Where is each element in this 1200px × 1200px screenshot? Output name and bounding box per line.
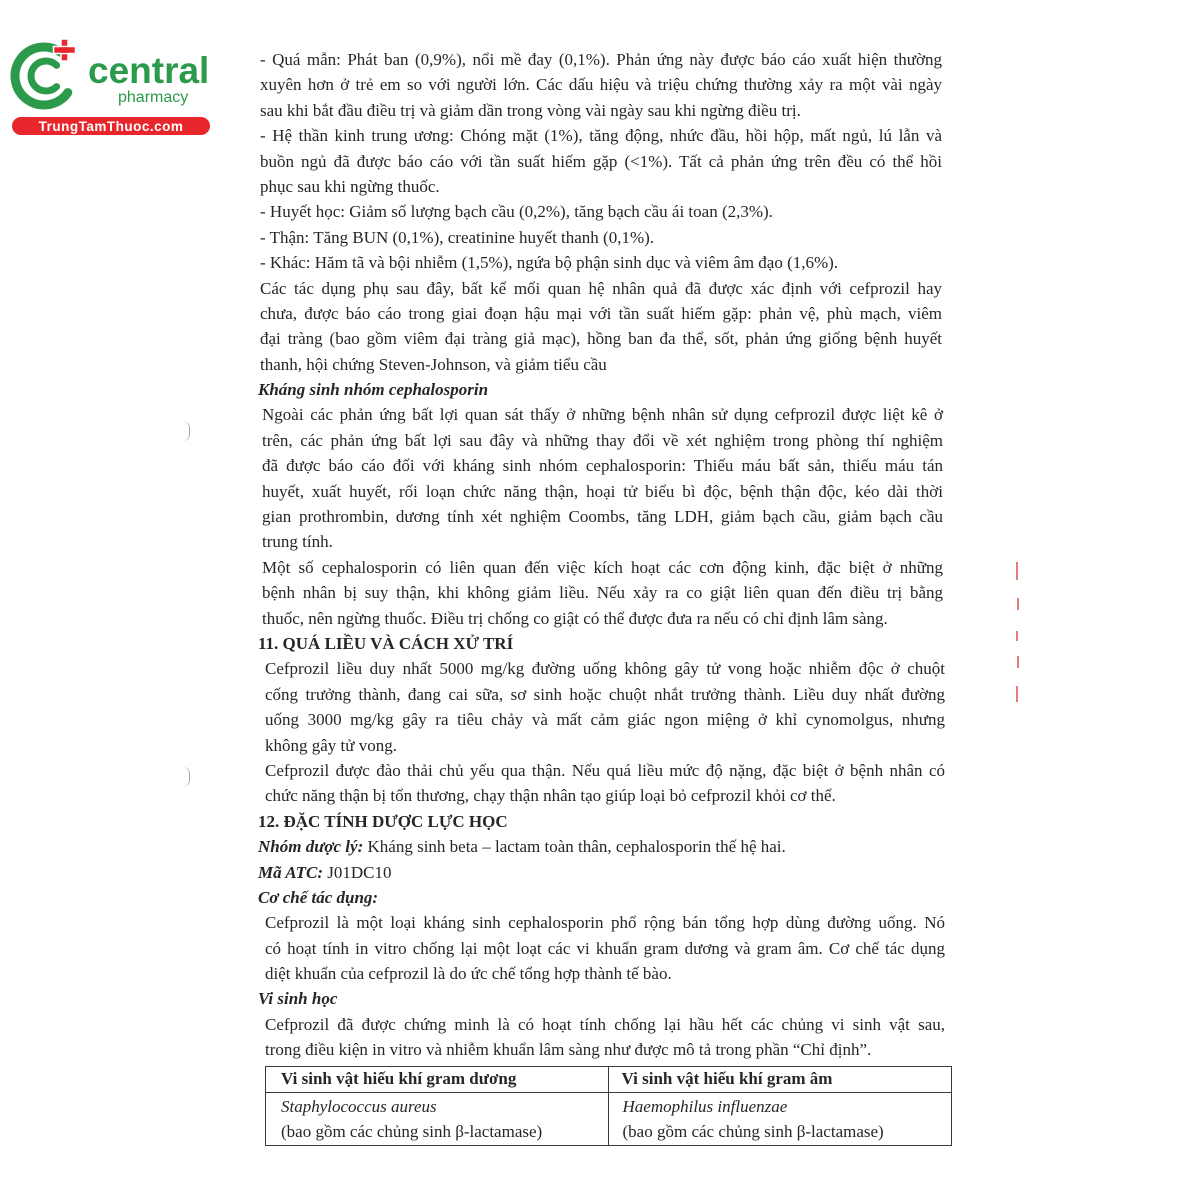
text-line: diệt khuẩn của cefprozil là do ức chế tổng hợp thành tế bào.	[265, 964, 672, 984]
paragraph-animal-data	[258, 656, 958, 758]
subsection-heading: Vi sinh học	[258, 989, 338, 1009]
text-line: cống trưởng thành, đang cai sữa, sơ sinh hoặc chuột nhắt trưởng thành. Liều duy nhất đường	[265, 684, 945, 704]
brand-logo	[0, 0, 230, 150]
text-line: không gây tử vong.	[265, 735, 397, 755]
text-line: trong điều kiện in vitro và nhiễm khuẩn lâm sàng như được mô tả trong phần “Chỉ định”.	[265, 1040, 872, 1060]
text-line: đã được báo cáo đối với kháng sinh nhóm cephalosporin: Thiếu máu bất sản, thiếu máu tán	[262, 456, 943, 476]
brand-logo-graphic	[0, 0, 230, 150]
website-label: TrungTamThuoc.com	[38, 119, 184, 134]
paragraph-lab-changes	[258, 402, 958, 554]
pharmacologic-group-line	[258, 834, 958, 859]
text-line: sau khi bắt đầu điều trị và giảm dần trong vòng vài ngày sau khi ngừng điều trị.	[260, 100, 801, 120]
atc-code-label: Mã ATC:	[258, 862, 324, 882]
text-line: huyết, xuất huyết, rối loạn chức năng thận, hoại tử biểu bì độc, bệnh thận độc, kéo dài thời	[262, 481, 943, 501]
pharmacologic-group-value: Kháng sinh beta – lactam toàn thân, cephalosporin thế hệ hai.	[367, 837, 786, 857]
text-line: buồn ngủ đã được báo cáo với tần suất hiếm gặp (<1%). Tất cả phản ứng trên đều có thể hồi	[260, 151, 942, 171]
brand-tagline: pharmacy	[118, 89, 189, 106]
text-line: trung tính.	[262, 532, 333, 552]
text-line: Các tác dụng phụ sau đây, bất kể mối quan hệ nhân quả đã được xác định với cefprozil hay	[260, 278, 942, 298]
text-line: thuốc, nên ngừng thuốc. Điều trị chống co giật có thể được đưa ra nếu có chỉ định lâm sàng.	[262, 608, 888, 628]
brand-name: central	[88, 50, 210, 91]
paragraph-management	[258, 758, 958, 809]
document-body	[258, 47, 958, 1146]
text-line: gian prothrombin, dương tính xét nghiệm Coombs, tăng LDH, giảm bạch cầu, giảm bạch cầu	[262, 507, 943, 527]
atc-code-value: J01DC10	[327, 862, 392, 882]
text-line: - Huyết học: Giảm số lượng bạch cầu (0,2%), tăng bạch cầu ái toan (2,3%).	[260, 202, 773, 222]
cephalosporin-class-section	[258, 402, 958, 631]
text-line: uống 3000 mg/kg gây ra tiêu chảy và mất cảm giác ngon miệng ở khỉ cynomolgus, nhưng	[265, 710, 945, 730]
text-line: Cefprozil được đào thải chủ yếu qua thận. Nếu quá liều mức độ nặng, đặc biệt ở bệnh nhân có	[265, 760, 945, 780]
text-line: - Thận: Tăng BUN (0,1%), creatinine huyết thanh (0,1%).	[260, 227, 655, 247]
text-line: thanh, hội chứng Steven-Johnson, và giảm tiểu cầu	[260, 354, 607, 374]
table-cell	[608, 1092, 951, 1145]
scan-stamp-mark	[1016, 562, 1018, 580]
scan-hole-mark	[183, 421, 190, 441]
text-line: có hoạt tính in vitro chống lại một loạt các vi khuẩn gram dương và gram âm. Cơ chế tác dụng	[265, 938, 945, 958]
organism-table	[265, 1066, 952, 1146]
microbiology-section	[258, 1012, 958, 1063]
adverse-effects-section	[258, 47, 958, 377]
paragraph-hematology	[258, 199, 958, 224]
text-line: xuyên hơn ở trẻ em so với người lớn. Các dấu hiệu và triệu chứng thường xảy ra một vài ngày	[260, 75, 942, 95]
section-heading: 12. ĐẶC TÍNH DƯỢC LỰC HỌC	[258, 811, 508, 831]
text-line: - Quá mẫn: Phát ban (0,9%), nổi mề đay (0,1%). Phản ứng này được báo cáo xuất hiện thường	[260, 50, 942, 69]
organism-name: Staphylococcus aureus	[281, 1096, 437, 1116]
overdose-section	[258, 656, 958, 808]
text-line: bệnh nhân bị suy thận, khi không giảm liều. Nếu xảy ra co giật liên quan đến điều trị bằng	[262, 583, 943, 603]
text-line: phục sau khi ngừng thuốc.	[260, 176, 440, 196]
organism-name: Haemophilus influenzae	[622, 1096, 788, 1116]
text-line: Cefprozil là một loại kháng sinh cephalosporin phổ rộng bán tổng hợp dùng đường uống. Nó	[265, 913, 945, 933]
subsection-heading: Cơ chế tác dụng:	[258, 887, 379, 907]
pharmacy-cross-icon	[15, 39, 75, 105]
pharmacologic-group-label: Nhóm dược lý:	[258, 837, 364, 857]
organism-note: (bao gồm các chủng sinh β-lactamase)	[281, 1121, 543, 1141]
table-header-cell: Vi sinh vật hiếu khí gram âm	[608, 1066, 951, 1092]
paragraph-hypersensitivity	[258, 47, 958, 123]
website-banner	[12, 117, 210, 135]
text-line: trên, các phản ứng bất lợi sau đây và những thay đổi về xét nghiệm trong phòng thí nghiệm	[262, 430, 943, 450]
paragraph-postmarketing	[258, 276, 958, 378]
scan-stamp-mark	[1016, 686, 1018, 702]
text-line: - Hệ thần kinh trung ương: Chóng mặt (1%), tăng động, nhức đầu, hồi hộp, mất ngủ, lú lẫn và	[260, 126, 942, 146]
paragraph-other	[258, 250, 958, 275]
text-line: đại tràng (bao gồm viêm đại tràng giả mạc), hồng ban đa thể, sốt, phản ứng giống bệnh huyết	[260, 329, 942, 349]
text-line: Ngoài các phản ứng bất lợi quan sát thấy ở những bệnh nhân sử dụng cefprozil được liệt kê ở	[262, 405, 943, 425]
table-cell	[266, 1092, 609, 1145]
text-line: Một số cephalosporin có liên quan đến việc kích hoạt các cơn động kinh, đặc biệt ở những	[262, 557, 943, 577]
text-line: Cefprozil đã được chứng minh là có hoạt tính chống lại hầu hết các chủng vi sinh vật sau,	[265, 1014, 945, 1034]
scan-hole-mark	[183, 767, 190, 787]
text-line: - Khác: Hăm tã và bội nhiễm (1,5%), ngứa bộ phận sinh dục và viêm âm đạo (1,6%).	[260, 253, 839, 273]
text-line: Cefprozil liều duy nhất 5000 mg/kg đường uống không gây tử vong hoặc nhiễm độc ở chuột	[265, 659, 945, 679]
paragraph-cns	[258, 123, 958, 199]
text-line: chức năng thận bị tổn thương, chạy thận nhân tạo giúp loại bỏ cefprozil khỏi cơ thể.	[265, 786, 836, 806]
section-heading: 11. QUÁ LIỀU VÀ CÁCH XỬ TRÍ	[258, 633, 514, 653]
paragraph-seizures	[258, 555, 958, 631]
organism-note: (bao gồm các chủng sinh β-lactamase)	[622, 1121, 884, 1141]
scan-stamp-mark	[1017, 598, 1019, 610]
paragraph-renal	[258, 225, 958, 250]
mechanism-section	[258, 910, 958, 986]
scan-stamp-mark	[1016, 631, 1018, 641]
table-row	[266, 1092, 952, 1145]
text-line: chưa, được báo cáo trong giai đoạn hậu mại với tần suất hiếm gặp: phản vệ, phù mạch, viêm	[260, 303, 942, 323]
atc-code-line	[258, 860, 958, 885]
table-header-cell: Vi sinh vật hiếu khí gram dương	[266, 1066, 609, 1092]
subsection-heading: Kháng sinh nhóm cephalosporin	[258, 380, 489, 400]
table-header-row	[266, 1066, 952, 1092]
scan-stamp-mark	[1017, 656, 1019, 668]
